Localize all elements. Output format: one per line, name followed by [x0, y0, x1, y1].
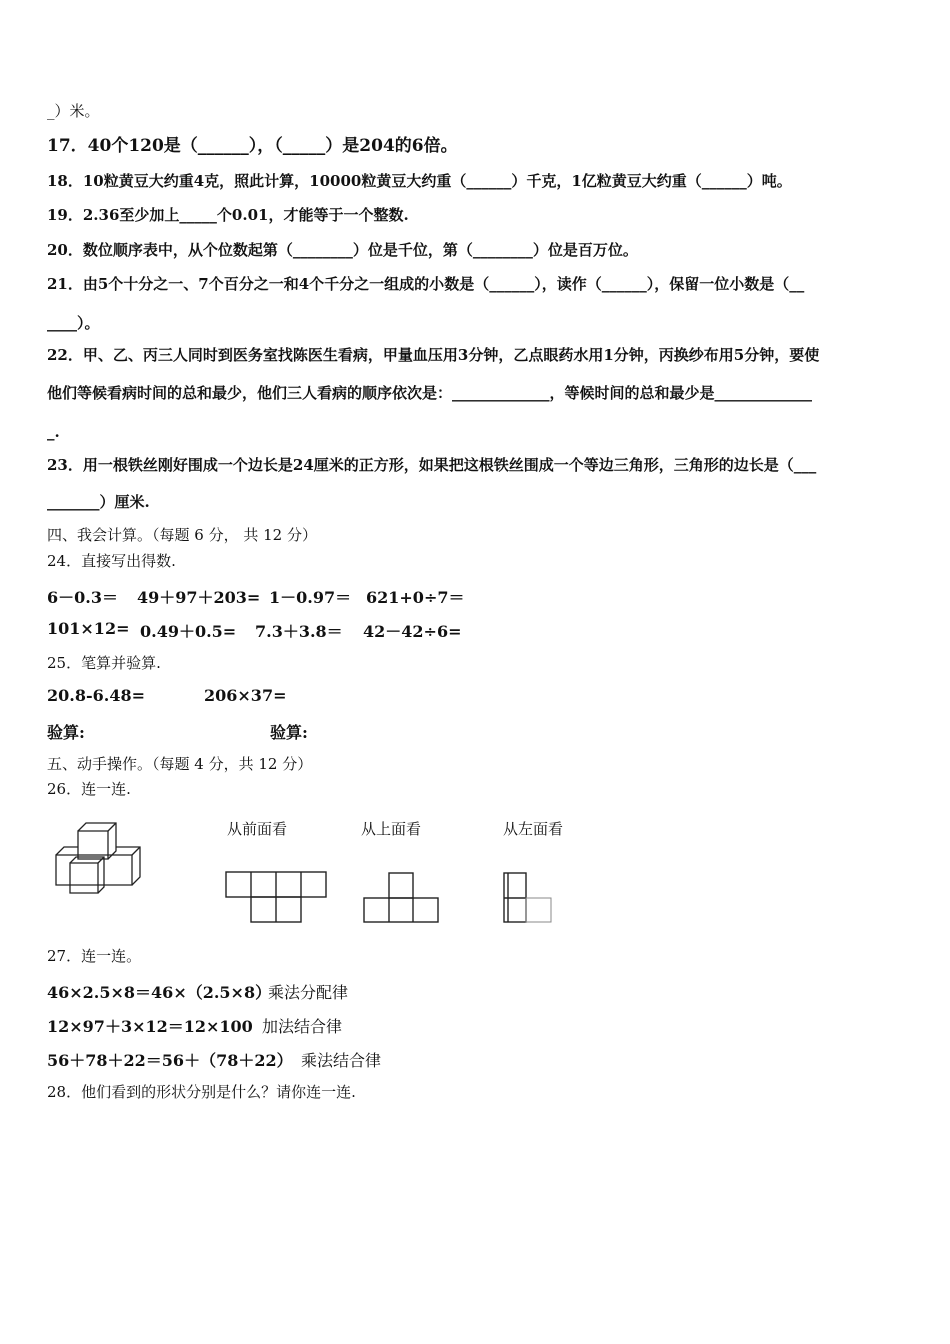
q27-expression: 12×97＋3×12＝12×100 — [47, 1017, 253, 1036]
label-top-view: 从上面看 — [361, 820, 422, 838]
question-23-line1: 23．用一根铁丝刚好围成一个边长是24厘米的正方形，如果把这根铁丝围成一个等边三角形，三角形的边长是（___ — [47, 456, 817, 474]
q25-check-1: 验算: — [47, 723, 85, 742]
q24-item: 1－0.97＝ — [269, 588, 352, 607]
question-23-line2: _______）厘米. — [47, 493, 150, 511]
q27-expression: 56＋78＋22＝56＋（78＋22） — [47, 1051, 293, 1070]
section-4-heading: 四、我会计算。（每题 6 分， 共 12 分） — [47, 526, 317, 544]
question-21-line1: 21．由5个十分之一、7个百分之一和4个千分之一组成的小数是（______），读作（______），保留一位小数是（__ — [47, 275, 805, 293]
label-front-view: 从前面看 — [227, 820, 288, 838]
question-24: 24．直接写出得数. — [47, 552, 176, 570]
q24-item: 6－0.3＝ — [47, 588, 118, 607]
question-25: 25．笔算并验算. — [47, 654, 161, 672]
continued-answer-line: _）米。 — [47, 102, 100, 120]
q25-check-2: 验算: — [270, 723, 308, 742]
cube-stack-figure — [48, 815, 158, 895]
question-26: 26．连一连. — [47, 780, 131, 798]
question-22-line1: 22．甲、乙、丙三人同时到医务室找陈医生看病，甲量血压用3分钟，乙点眼药水用1分钟，丙换纱布用5分钟，要使 — [47, 346, 820, 364]
label-left-view: 从左面看 — [503, 820, 564, 838]
question-27: 27．连一连。 — [47, 947, 142, 965]
question-19: 19．2.36至少加上_____个0.01，才能等于一个整数. — [47, 206, 409, 224]
question-21-line2: ____）。 — [47, 314, 100, 332]
front-view-shape — [224, 870, 328, 924]
section-5-heading: 五、动手操作。（每题 4 分，共 12 分） — [47, 755, 313, 773]
q24-item: 621+0÷7＝ — [366, 588, 465, 607]
top-view-shape — [362, 871, 440, 925]
q24-item: 7.3＋3.8＝ — [255, 622, 343, 641]
q27-law: 乘法分配律 — [268, 983, 349, 1002]
q27-law: 加法结合律 — [262, 1017, 343, 1036]
q24-item: 101×12= — [47, 619, 130, 638]
q25-expr-1: 20.8-6.48= — [47, 686, 145, 705]
question-18: 18．10粒黄豆大约重4克，照此计算，10000粒黄豆大约重（______）千克，1亿粒黄豆大约重（______）吨。 — [47, 172, 792, 190]
question-20: 20．数位顺序表中，从个位数起第（________）位是千位，第（________）位是百万位。 — [47, 241, 638, 259]
q24-item: 42－42÷6= — [363, 622, 462, 641]
q24-item: 0.49＋0.5= — [140, 622, 237, 641]
question-22-line3: _. — [47, 423, 60, 441]
question-17: 17．40个120是（______），（_____）是204的6倍。 — [47, 136, 458, 156]
question-22-line2: 他们等候看病时间的总和最少，他们三人看病的顺序依次是：_____________，等候时间的总和最少是_____________ — [47, 384, 813, 402]
q25-expr-2: 206×37= — [204, 686, 287, 705]
q24-item: 49＋97＋203= — [137, 588, 261, 607]
q27-expression: 46×2.5×8＝46×（2.5×8） — [47, 983, 272, 1002]
q27-law: 乘法结合律 — [301, 1051, 382, 1070]
question-28: 28．他们看到的形状分别是什么？请你连一连. — [47, 1083, 356, 1101]
left-view-shape — [501, 871, 555, 925]
